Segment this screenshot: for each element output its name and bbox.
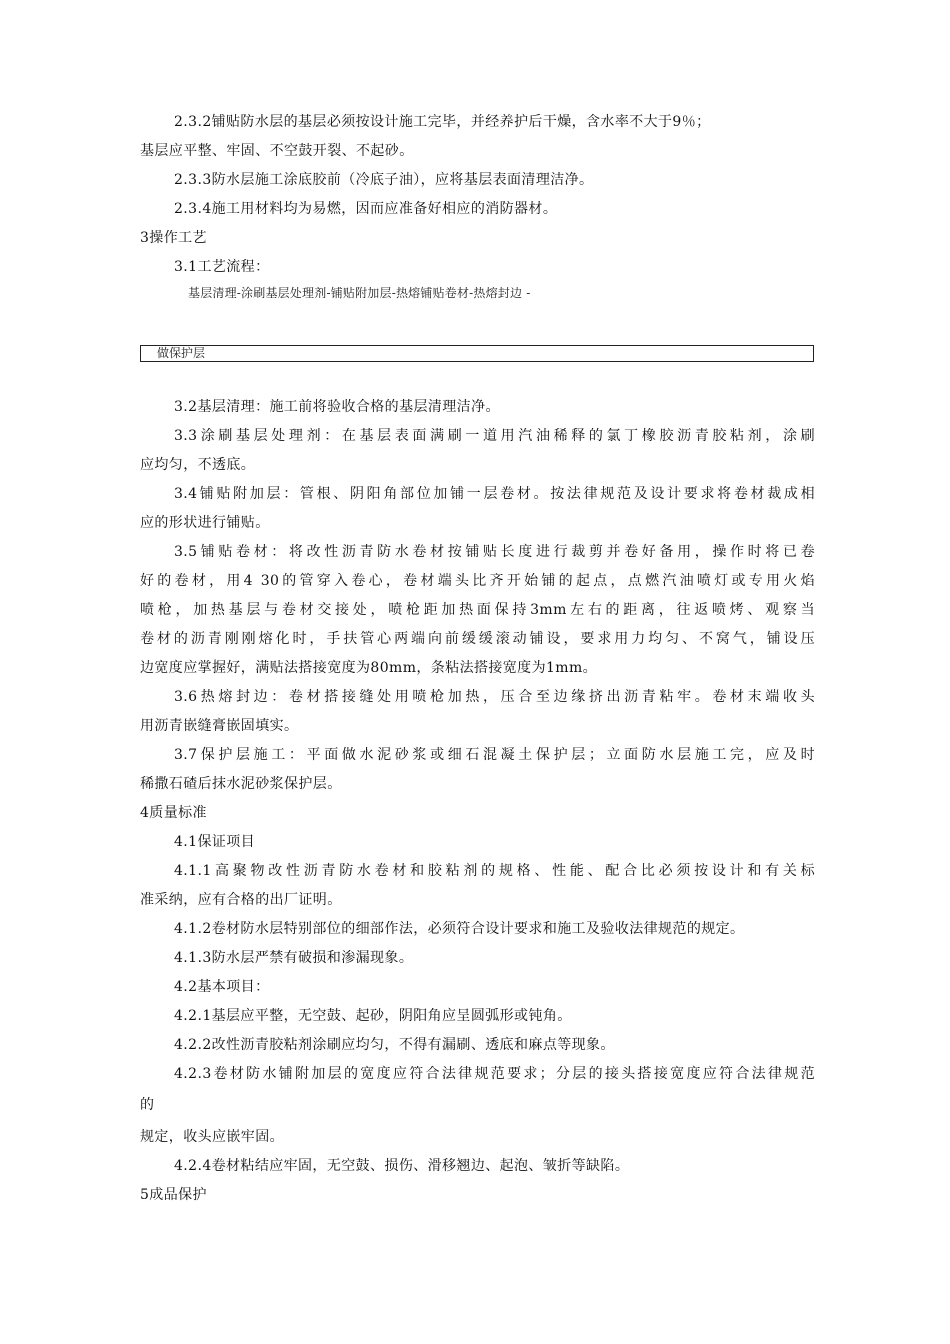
paragraph-4-1-1: 4.1.1高聚物改性沥青防水卷材和胶粘剂的规格、性能、配合比必须按设计和有关标 (174, 863, 815, 879)
paragraph-2-3-4: 2.3.4施工用材料均为易燃，因而应准备好相应的消防器材。 (174, 201, 558, 217)
subsection-3-1: 3.1工艺流程： (174, 259, 270, 275)
paragraph-4-2-3-fragment: 的 (140, 1097, 155, 1113)
subsection-4-1: 4.1保证项目 (174, 834, 256, 850)
paragraph-3-7: 3.7保护层施工：平面做水泥砂浆或细石混凝土保护层；立面防水层施工完，应及时 (174, 747, 815, 763)
paragraph-4-2-4: 4.2.4卷材粘结应牢固，无空鼓、损伤、滑移翘边、起泡、皱折等缺陷。 (174, 1158, 630, 1174)
process-flow-box-label: 做保护层 (157, 346, 206, 360)
paragraph-4-2-3-cont: 规定，收头应嵌牢固。 (140, 1129, 284, 1145)
section-heading-4: 4质量标准 (140, 805, 207, 821)
paragraph-2-3-3: 2.3.3防水层施工涂底胶前（冷底子油），应将基层表面清理洁净。 (174, 172, 594, 188)
paragraph-3-5-line4: 卷材的沥青刚刚熔化时，手扶管心两端向前缓缓滚动铺设，要求用力均匀、不窝气，铺设压 (140, 631, 815, 647)
paragraph-3-7-cont: 稀撒石碴后抹水泥砂浆保护层。 (140, 776, 342, 792)
paragraph-2-3-2: 2.3.2铺贴防水层的基层必须按设计施工完毕，并经养护后干燥，含水率不大于9％； (174, 114, 711, 130)
paragraph-4-1-2: 4.1.2卷材防水层特别部位的细部作法，必须符合设计要求和施工及验收法律规范的规定。 (174, 921, 745, 937)
paragraph-4-2-3: 4.2.3卷材防水铺附加层的宽度应符合法律规范要求；分层的接头搭接宽度应符合法律规范 (174, 1066, 815, 1082)
paragraph-3-4: 3.4铺贴附加层：管根、阴阳角部位加铺一层卷材。按法律规范及设计要求将卷材裁成相 (174, 486, 815, 502)
paragraph-3-5: 3.5铺贴卷材：将改性沥青防水卷材按铺贴长度进行裁剪并卷好备用，操作时将已卷 (174, 544, 815, 560)
paragraph-4-1-3: 4.1.3防水层严禁有破损和渗漏现象。 (174, 950, 414, 966)
paragraph-4-1-1-cont: 准采纳，应有合格的出厂证明。 (140, 892, 342, 908)
subsection-4-2: 4.2基本项目： (174, 979, 270, 995)
paragraph-3-5-line5: 边宽度应掌握好，满贴法搭接宽度为80mm，条粘法搭接宽度为1mm。 (140, 660, 598, 676)
process-flow-text: 基层清理-涂刷基层处理剂-铺贴附加层-热熔铺贴卷材-热熔封边 - (188, 286, 531, 300)
paragraph-3-4-cont: 应的形状进行铺贴。 (140, 515, 270, 531)
paragraph-4-2-2: 4.2.2改性沥青胶粘剂涂刷应均匀，不得有漏刷、透底和麻点等现象。 (174, 1037, 615, 1053)
paragraph-2-3-2-cont: 基层应平整、牢固、不空鼓开裂、不起砂。 (140, 143, 414, 159)
paragraph-3-2: 3.2基层清理：施工前将验收合格的基层清理洁净。 (174, 399, 500, 415)
paragraph-3-5-line3: 喷枪，加热基层与卷材交接处，喷枪距加热面保持3mm左右的距离，往返喷烤、观察当 (140, 602, 815, 618)
section-heading-5: 5成品保护 (140, 1187, 207, 1203)
paragraph-3-3-cont: 应均匀，不透底。 (140, 457, 256, 473)
section-heading-3: 3操作工艺 (140, 230, 207, 246)
process-flow-box (140, 345, 814, 362)
paragraph-3-6-cont: 用沥青嵌缝膏嵌固填实。 (140, 718, 299, 734)
paragraph-3-6: 3.6热熔封边：卷材搭接缝处用喷枪加热，压合至边缘挤出沥青粘牢。卷材末端收头 (174, 689, 815, 705)
paragraph-3-5-line2: 好的卷材，用4 30的管穿入卷心，卷材端头比齐开始铺的起点，点燃汽油喷灯或专用火焰 (140, 573, 815, 589)
paragraph-3-3: 3.3涂刷基层处理剂：在基层表面满刷一道用汽油稀释的氯丁橡胶沥青胶粘剂，涂刷 (174, 428, 815, 444)
paragraph-4-2-1: 4.2.1基层应平整，无空鼓、起砂，阴阳角应呈圆弧形或钝角。 (174, 1008, 572, 1024)
